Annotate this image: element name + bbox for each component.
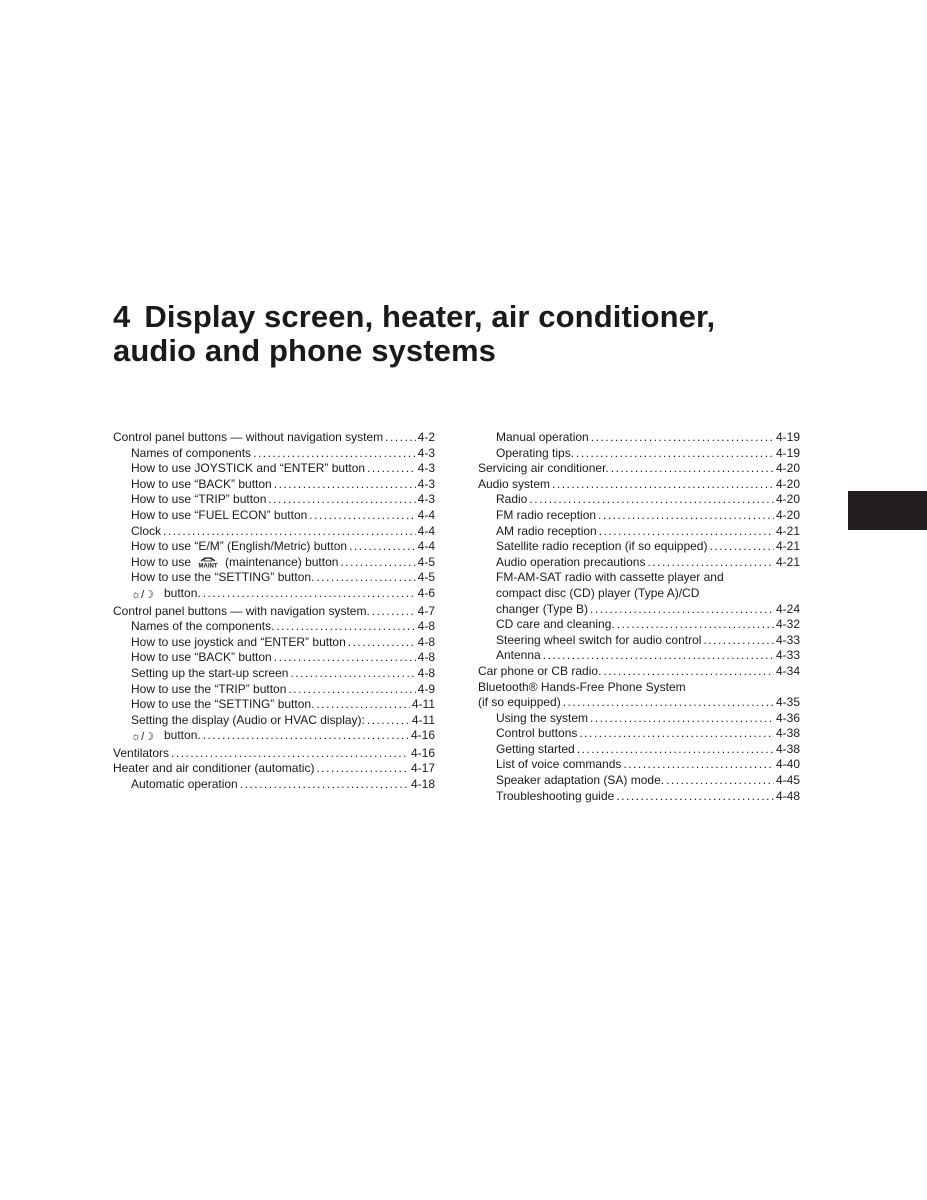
- toc-entry-label-text: button.: [164, 585, 201, 600]
- toc-entry-label: [131, 635, 346, 651]
- toc-page-number: 4-3: [417, 461, 435, 476]
- toc-leader-dots: [367, 461, 416, 477]
- toc-entry[interactable]: [478, 477, 800, 493]
- toc-entry-label: [131, 666, 288, 682]
- toc-entry-label-text: FM radio reception: [496, 507, 597, 522]
- toc-entry[interactable]: [113, 539, 435, 555]
- toc-entry[interactable]: [113, 570, 435, 586]
- toc-entry[interactable]: [478, 539, 800, 555]
- toc-leader-dots: [577, 742, 774, 758]
- toc-leader-dots: [543, 648, 774, 664]
- toc-page-number: 4-3: [417, 492, 435, 507]
- toc-entry-label: [131, 650, 272, 666]
- toc-leader-dots: [253, 446, 416, 462]
- toc-entry[interactable]: [113, 650, 435, 666]
- toc-entry-label: [496, 570, 724, 586]
- toc-leader-dots: [603, 664, 774, 680]
- toc-entry[interactable]: [113, 635, 435, 651]
- toc-leader-dots: [290, 666, 415, 682]
- toc-leader-dots: [703, 633, 774, 649]
- toc-page-number: 4-17: [410, 761, 435, 776]
- toc-page-number: 4-24: [775, 601, 800, 616]
- toc-leader-dots: [348, 635, 416, 651]
- toc-leader-dots: [623, 757, 774, 773]
- toc-entry-label: [113, 430, 383, 446]
- toc-page-number: 4-21: [775, 539, 800, 554]
- toc-entry-label-text: How to use “E/M” (English/Metric) button: [131, 539, 348, 554]
- toc-entry-label-text: FM-AM-SAT radio with cassette player and: [496, 570, 724, 585]
- toc-leader-dots: [599, 524, 774, 540]
- toc-entry-label: [131, 492, 266, 508]
- toc-page-number: 4-5: [417, 570, 435, 585]
- toc-entry-label-text: Getting started: [496, 741, 575, 756]
- toc-entry[interactable]: [113, 477, 435, 493]
- toc-page-number: 4-20: [775, 492, 800, 507]
- toc-entry-label: [131, 461, 365, 477]
- toc-leader-dots: [563, 695, 774, 711]
- toc-leader-dots: [598, 508, 774, 524]
- toc-left-column: [113, 430, 435, 793]
- toc-entry[interactable]: [478, 430, 800, 446]
- toc-entry-label: [131, 477, 272, 493]
- toc-entry-label: [131, 777, 238, 793]
- toc-entry[interactable]: [478, 757, 800, 773]
- toc-page-number: 4-8: [417, 650, 435, 665]
- toc-entry-label-text: Ventilators: [113, 745, 170, 760]
- toc-leader-dots: [616, 789, 774, 805]
- toc-page-number: 4-40: [775, 757, 800, 772]
- toc-page-number: 4-11: [411, 712, 435, 727]
- toc-entry-label-text: Steering wheel switch for audio control: [496, 632, 702, 647]
- toc-entry-label-text: How to use “TRIP” button: [131, 492, 267, 507]
- toc-entry-label-text: compact disc (CD) player (Type A)/CD: [496, 585, 700, 600]
- toc-entry-label: [496, 757, 621, 773]
- toc-leader-dots: [309, 508, 415, 524]
- toc-entry[interactable]: [113, 713, 435, 729]
- toc-entry[interactable]: [478, 555, 800, 571]
- toc-entry[interactable]: [113, 666, 435, 682]
- toc-entry-label: [113, 746, 169, 762]
- toc-leader-dots: [611, 461, 774, 477]
- toc-entry-label-text: Antenna: [496, 648, 541, 663]
- toc-entry[interactable]: [478, 570, 800, 586]
- toc-entry-label-text: CD care and cleaning.: [496, 617, 615, 632]
- toc-entry-label: [478, 477, 550, 493]
- toc-entry-label-text: Speaker adaptation (SA) mode.: [496, 773, 665, 788]
- toc-entry-label-text: Names of components: [131, 445, 252, 460]
- toc-entry[interactable]: [113, 492, 435, 508]
- toc-page-number: 4-7: [417, 603, 435, 618]
- toc-leader-dots: [316, 570, 415, 586]
- toc-leader-dots: [171, 746, 409, 762]
- toc-entry-label: [113, 604, 370, 620]
- toc-entry[interactable]: [478, 648, 800, 664]
- toc-entry-label: [496, 586, 699, 602]
- toc-entry[interactable]: [478, 617, 800, 633]
- toc-entry[interactable]: [478, 446, 800, 462]
- toc-page-number: 4-35: [775, 695, 800, 710]
- toc-entry[interactable]: [113, 430, 435, 446]
- toc-entry-label-text: Bluetooth® Hands-Free Phone System: [478, 679, 686, 694]
- toc-leader-dots: [709, 539, 774, 555]
- toc-entry-label-text: How to use the “SETTING” button.: [131, 697, 315, 712]
- toc-entry[interactable]: [478, 492, 800, 508]
- toc-entry-label: [496, 555, 645, 571]
- toc-page-number: 4-38: [775, 726, 800, 741]
- toc-page-number: 4-21: [775, 554, 800, 569]
- toc-leader-dots: [203, 728, 409, 744]
- toc-page-number: 4-2: [417, 430, 435, 444]
- toc-entry-label: [496, 742, 575, 758]
- maint-icon: [195, 556, 221, 568]
- toc-entry-label: [496, 492, 527, 508]
- toc-entry[interactable]: [478, 680, 800, 696]
- toc-entry-label: [131, 539, 347, 555]
- toc-entry[interactable]: [478, 695, 800, 711]
- toc-entry-label: [496, 539, 707, 555]
- toc-entry[interactable]: [113, 777, 435, 793]
- toc-entry-label-text: Setting the display (Audio or HVAC display):: [131, 712, 365, 727]
- toc-leader-dots: [579, 726, 774, 742]
- toc-page-number: 4-4: [417, 507, 435, 522]
- toc-page-number: 4-11: [411, 697, 435, 712]
- toc-entry-label: [496, 508, 596, 524]
- toc-page-number: 4-33: [775, 648, 800, 663]
- toc-entry[interactable]: [113, 461, 435, 477]
- toc-page-number: 4-19: [775, 430, 800, 444]
- chapter-title-line-1: [113, 300, 813, 334]
- toc-entry-label: [131, 728, 201, 746]
- toc-page-number: 4-33: [775, 632, 800, 647]
- toc-entry-label: [131, 697, 314, 713]
- toc-entry-label: [131, 586, 201, 604]
- toc-leader-dots: [240, 777, 409, 793]
- toc-entry-label: [478, 664, 601, 680]
- toc-entry-label-text: Control panel buttons — without navigation system: [113, 430, 384, 444]
- toc-entry[interactable]: [113, 697, 435, 713]
- toc-entry[interactable]: [113, 555, 435, 571]
- toc-entry-label: [496, 617, 615, 633]
- toc-leader-dots: [274, 650, 416, 666]
- toc-page-number: 4-21: [775, 523, 800, 538]
- toc-entry[interactable]: [478, 742, 800, 758]
- toc-entry-label: [496, 789, 614, 805]
- toc-entry-label-text: Names of the components.: [131, 619, 275, 634]
- toc-entry-label: [131, 713, 365, 729]
- chapter-number: 4: [113, 299, 131, 334]
- toc-entry-label-text: Clock: [131, 523, 162, 538]
- toc-leader-dots: [666, 773, 774, 789]
- toc-entry-label-text: Control buttons: [496, 726, 578, 741]
- toc-leader-dots: [590, 602, 774, 618]
- toc-leader-dots: [576, 446, 774, 462]
- toc-entry[interactable]: [478, 773, 800, 789]
- toc-page-number: 4-8: [417, 665, 435, 680]
- toc-entry-label-text: Audio operation precautions: [496, 554, 646, 569]
- toc-entry[interactable]: [478, 602, 800, 618]
- toc-entry-label-text: Operating tips.: [496, 445, 575, 460]
- toc-entry-label-text: Manual operation: [496, 430, 589, 444]
- toc-entry[interactable]: [113, 586, 435, 604]
- toc-entry-label-text: How to use joystick and “ENTER” button: [131, 634, 346, 649]
- toc-leader-dots: [552, 477, 774, 493]
- toc-page-number: 4-6: [417, 585, 435, 600]
- toc-entry-label-text: How to use “FUEL ECON” button: [131, 507, 308, 522]
- toc-entry-label: [131, 682, 286, 698]
- toc-page-number: 4-19: [775, 445, 800, 460]
- toc-entry-label: [496, 602, 588, 618]
- toc-entry[interactable]: [113, 682, 435, 698]
- toc-entry-label-text: Radio: [496, 492, 528, 507]
- toc-leader-dots: [590, 711, 774, 727]
- svg-text:MAINT: MAINT: [198, 563, 218, 568]
- toc-entry-label-text: AM radio reception: [496, 523, 597, 538]
- toc-entry-label-prefix: How to use: [131, 554, 192, 569]
- toc-page-number: 4-18: [410, 777, 435, 792]
- toc-entry[interactable]: [113, 619, 435, 635]
- toc-entry-label-text: How to use “BACK” button: [131, 650, 272, 665]
- toc-entry-label-text: Heater and air conditioner (automatic): [113, 761, 315, 776]
- toc-entry[interactable]: [478, 508, 800, 524]
- chapter-title: [113, 300, 813, 368]
- toc-entry-label-text: (maintenance) button: [225, 554, 339, 569]
- chapter-title-line-2: audio and phone systems: [113, 333, 496, 368]
- toc-leader-dots: [367, 713, 410, 729]
- toc-entry[interactable]: [113, 604, 435, 620]
- toc-leader-dots: [268, 492, 415, 508]
- toc-page-number: 4-20: [775, 476, 800, 491]
- toc-entry-label-text: Car phone or CB radio.: [478, 663, 602, 678]
- toc-leader-dots: [316, 761, 409, 777]
- toc-entry-label-text: changer (Type B): [496, 601, 589, 616]
- toc-entry-label-text: List of voice commands: [496, 757, 622, 772]
- toc-entry-label: [113, 761, 314, 777]
- toc-page-number: 4-32: [775, 617, 800, 632]
- toc-leader-dots: [340, 555, 415, 571]
- toc-entry-label: [478, 695, 561, 711]
- toc-page-number: 4-20: [775, 507, 800, 522]
- toc-entry-label: [496, 711, 588, 727]
- toc-entry-label: [496, 773, 664, 789]
- toc-page-number: 4-34: [775, 663, 800, 678]
- toc-entry-label: [496, 633, 701, 649]
- brightness-icon: ☼/☽: [131, 588, 154, 601]
- toc-entry[interactable]: [478, 789, 800, 805]
- toc-entry-label-text: Satellite radio reception (if so equipped): [496, 539, 708, 554]
- toc-entry-label-text: How to use JOYSTICK and “ENTER” button: [131, 461, 366, 476]
- toc-entry-label: [496, 430, 589, 446]
- toc-leader-dots: [349, 539, 416, 555]
- toc-entry-label-text: Using the system: [496, 710, 589, 725]
- toc-leader-dots: [316, 697, 409, 713]
- toc-page-number: 4-9: [417, 681, 435, 696]
- toc-entry-label-text: Automatic operation: [131, 777, 238, 792]
- toc-entry-label: [496, 446, 574, 462]
- toc-entry-label-text: Audio system: [478, 476, 551, 491]
- toc-leader-dots: [617, 617, 774, 633]
- toc-entry-label-text: Setting up the start-up screen: [131, 665, 289, 680]
- brightness-icon: ☼/☽: [131, 731, 154, 744]
- toc-entry-label: [478, 680, 686, 696]
- toc-page-number: 4-4: [417, 523, 435, 538]
- toc-page-number: 4-45: [775, 773, 800, 788]
- toc-entry[interactable]: [113, 524, 435, 540]
- toc-entry[interactable]: [478, 726, 800, 742]
- toc-page-number: 4-3: [417, 476, 435, 491]
- toc-page-number: 4-38: [775, 741, 800, 756]
- toc-entry[interactable]: [478, 711, 800, 727]
- toc-leader-dots: [203, 586, 416, 602]
- toc-page-number: 4-48: [775, 788, 800, 803]
- toc-leader-dots: [372, 604, 416, 620]
- toc-page-number: 4-36: [775, 710, 800, 725]
- toc-entry-label: [131, 619, 274, 635]
- toc-page-number: 4-16: [410, 745, 435, 760]
- toc-page-number: 4-8: [417, 634, 435, 649]
- toc-entry-label: [131, 570, 314, 586]
- toc-leader-dots: [288, 682, 415, 698]
- toc-entry-label: [478, 461, 609, 477]
- toc-entry[interactable]: [113, 728, 435, 746]
- toc-entry-label: [496, 648, 541, 664]
- toc-entry[interactable]: [113, 508, 435, 524]
- chapter-title-text-1: Display screen, heater, air conditioner,: [144, 299, 716, 334]
- toc-entry-label: [131, 524, 161, 540]
- toc-page-number: 4-4: [417, 539, 435, 554]
- toc-page-number: 4-20: [775, 461, 800, 476]
- toc-entry-label-text: How to use the “TRIP” button: [131, 681, 287, 696]
- toc-page-number: 4-3: [417, 445, 435, 460]
- toc-leader-dots: [274, 477, 416, 493]
- toc-entry-label-text: button.: [164, 728, 201, 743]
- chapter-tab-marker: [848, 491, 927, 530]
- toc-right-column: [478, 430, 800, 804]
- toc-leader-dots: [276, 619, 415, 635]
- toc-entry[interactable]: [478, 633, 800, 649]
- toc-entry-label-text: How to use “BACK” button: [131, 476, 272, 491]
- toc-entry-label-text: Servicing air conditioner.: [478, 461, 609, 476]
- toc-entry-label: [131, 508, 307, 524]
- toc-page-number: 4-5: [417, 554, 435, 569]
- toc-page-number: 4-8: [417, 619, 435, 634]
- toc-entry[interactable]: [478, 586, 800, 602]
- toc-page-number: 4-16: [410, 728, 435, 743]
- toc-entry[interactable]: [113, 446, 435, 462]
- toc-entry-label: [496, 726, 577, 742]
- toc-leader-dots: [591, 430, 774, 446]
- toc-leader-dots: [163, 524, 416, 540]
- toc-entry-label: [131, 555, 338, 571]
- toc-entry-label-text: Troubleshooting guide: [496, 788, 615, 803]
- toc-entry[interactable]: [478, 461, 800, 477]
- toc-leader-dots: [647, 555, 774, 571]
- toc-leader-dots: [529, 492, 774, 508]
- toc-entry[interactable]: [478, 664, 800, 680]
- toc-leader-dots: [385, 430, 416, 446]
- toc-entry[interactable]: [113, 761, 435, 777]
- toc-entry-label-text: (if so equipped): [478, 695, 561, 710]
- toc-entry-label: [131, 446, 251, 462]
- toc-entry[interactable]: [113, 746, 435, 762]
- toc-entry-label-text: Control panel buttons — with navigation system.: [113, 603, 370, 618]
- toc-entry-label: [496, 524, 597, 540]
- toc-entry[interactable]: [478, 524, 800, 540]
- toc-entry-label-text: How to use the “SETTING” button.: [131, 570, 315, 585]
